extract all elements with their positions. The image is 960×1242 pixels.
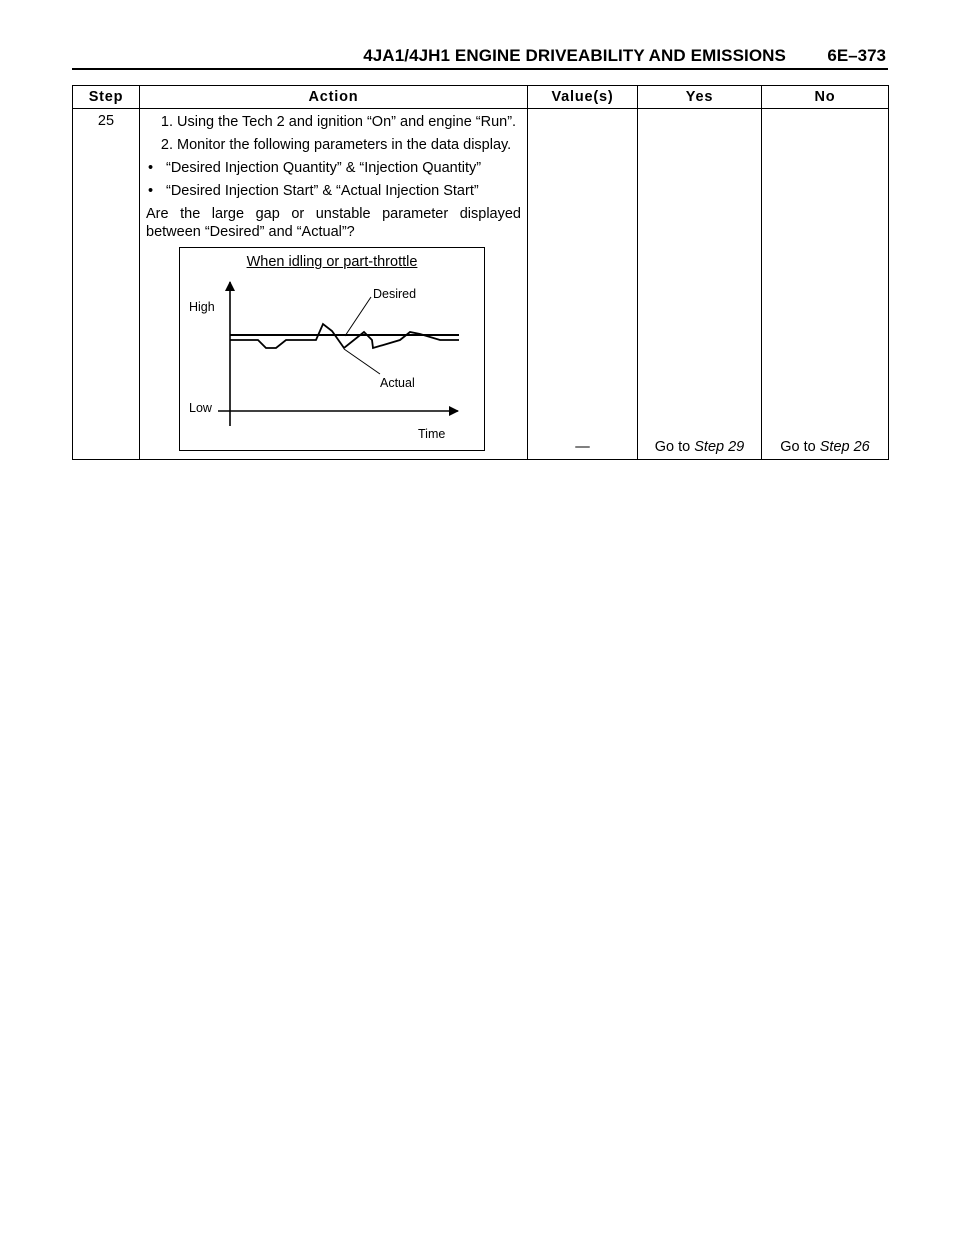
actual-label: Actual <box>380 376 415 390</box>
step-number: 25 <box>73 109 140 460</box>
graph-title: When idling or part-throttle <box>246 254 418 270</box>
table-header-row <box>73 86 889 109</box>
yes-cell <box>638 109 762 460</box>
bullet-item-1: • “Desired Injection Quantity” & “Injection Quantity” <box>148 160 482 176</box>
page-header <box>72 44 888 70</box>
actual-leader <box>344 349 380 374</box>
table-row <box>73 109 889 460</box>
yes-step-link: Step 29 <box>694 439 745 455</box>
col-header-step: Step <box>73 86 140 109</box>
header-title: 4JA1/4JH1 ENGINE DRIVEABILITY AND EMISSIONS <box>363 46 786 65</box>
page-number: 6E–373 <box>827 46 886 65</box>
desired-label: Desired <box>373 287 417 301</box>
value-cell: — <box>528 109 638 460</box>
graph-drawing <box>180 248 484 450</box>
col-header-action: Action <box>140 86 528 109</box>
action-item-2: 2. Monitor the following parameters in the data display. <box>160 137 512 153</box>
y-low-label: Low <box>189 401 212 415</box>
bullet-icon: • <box>148 183 154 199</box>
no-cell <box>762 109 889 460</box>
action-cell <box>140 109 528 460</box>
no-prefix: Go to <box>780 439 816 455</box>
desired-leader <box>345 297 371 336</box>
action-item-1: 1. Using the Tech 2 and ignition “On” and engine “Run”. <box>160 114 517 130</box>
parameter-graph <box>179 247 485 451</box>
no-step-link: Step 26 <box>819 439 870 455</box>
question-text: Are the large gap or unstable parameter displayed between “Desired” and “Actual”? <box>146 206 521 240</box>
col-header-values: Value(s) <box>528 86 638 109</box>
bullet-item-2: • “Desired Injection Start” & “Actual Injection Start” <box>148 183 479 199</box>
diagnostic-table <box>72 85 889 460</box>
y-high-label: High <box>189 300 215 314</box>
col-header-no: No <box>762 86 889 109</box>
yes-prefix: Go to <box>654 439 691 455</box>
col-header-yes: Yes <box>638 86 762 109</box>
bullet-icon: • <box>148 160 154 176</box>
x-axis-label: Time <box>418 427 446 441</box>
